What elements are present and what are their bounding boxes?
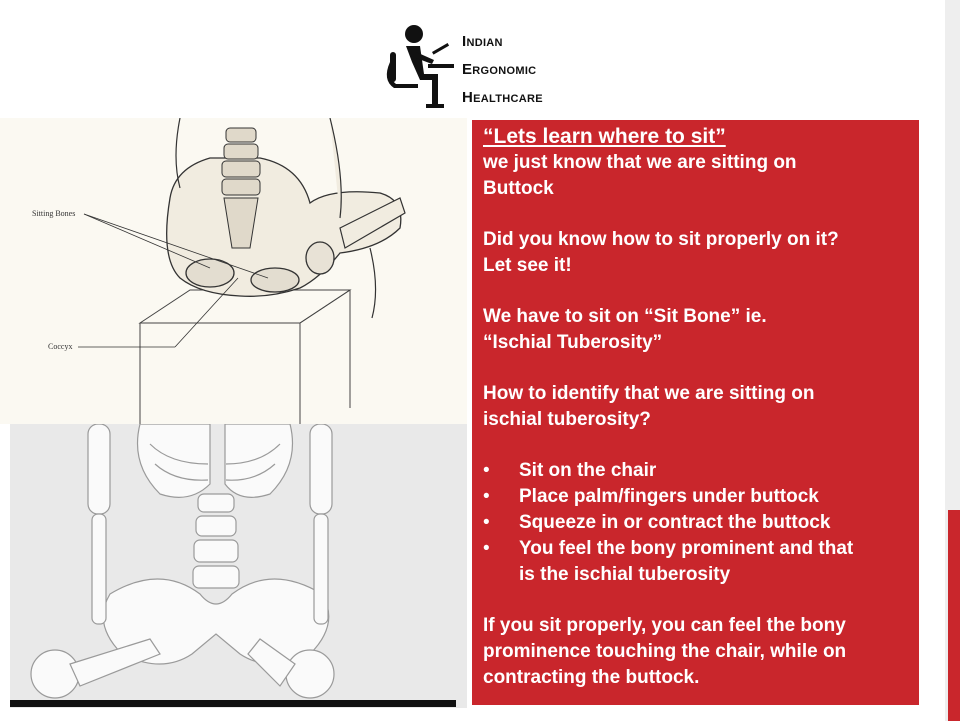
final-line-3: contracting the buttock. [483, 667, 700, 688]
how-line-1: How to identify that we are sitting on [483, 383, 815, 404]
sitting-info-panel [472, 120, 919, 705]
logo-text [462, 28, 543, 112]
intro-line-2: Buttock [483, 178, 554, 199]
list-item-continuation: is the ischial tuberosity [519, 564, 731, 585]
floor-line [10, 700, 456, 707]
list-item: • You feel the bony prominent and that [483, 536, 903, 562]
steps-list [483, 458, 903, 588]
list-item: • Squeeze in or contract the buttock [483, 510, 903, 536]
sit-bone-line-2: “Ischial Tuberosity” [483, 332, 663, 353]
logo-line-1: Indian [462, 33, 503, 50]
list-item: • Place palm/fingers under buttock [483, 484, 903, 510]
question-line-1: Did you know how to sit properly on it? [483, 229, 839, 250]
sit-bone-line-1: We have to sit on “Sit Bone” ie. [483, 306, 767, 327]
list-item: • Sit on the chair [483, 458, 903, 484]
pelvis-sitting-sketch [0, 118, 467, 424]
skeleton-drawing [10, 424, 467, 708]
intro-line-1: we just know that we are sitting on [483, 152, 797, 173]
logo-line-2: Ergonomic [462, 61, 537, 78]
how-line-2: ischial tuberosity? [483, 409, 651, 430]
pelvis-sketch-drawing [0, 118, 467, 424]
sitting-bones-label: Sitting Bones [32, 209, 76, 218]
final-line-1: If you sit properly, you can feel the bony [483, 615, 846, 636]
coccyx-label: Coccyx [48, 342, 73, 351]
final-line-2: prominence touching the chair, while on [483, 641, 847, 662]
brand-logo [376, 22, 576, 112]
skeleton-pelvis-render [10, 424, 467, 708]
question-line-2: Let see it! [483, 255, 572, 276]
panel-title: “Lets learn where to sit” [483, 125, 726, 148]
logo-line-3: Healthcare [462, 89, 543, 106]
person-at-laptop-icon [376, 22, 456, 112]
slide-edge-accent [948, 510, 960, 721]
